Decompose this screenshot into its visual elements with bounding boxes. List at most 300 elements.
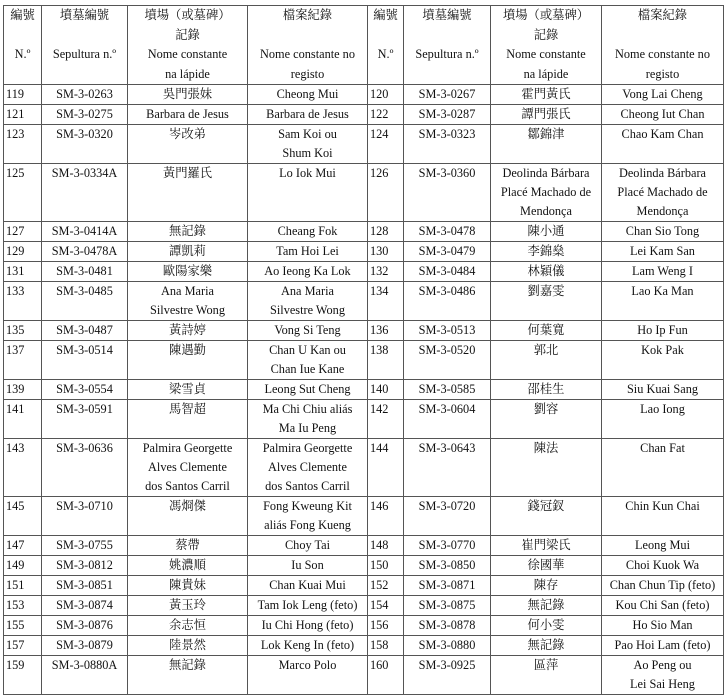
record-number: 132 <box>368 262 404 282</box>
registo-name <box>602 656 724 695</box>
lapide-name <box>491 321 602 341</box>
lapide-name <box>491 125 602 164</box>
lapide-name <box>491 616 602 636</box>
lapide-name <box>128 282 248 321</box>
cell-line: 區萍 <box>533 658 559 672</box>
sepultura-code: SM-3-0812 <box>42 556 128 576</box>
lapide-name <box>128 596 248 616</box>
lapide-name <box>128 262 248 282</box>
cell-line: Nome constante no <box>260 47 355 61</box>
sepultura-code: SM-3-0485 <box>42 282 128 321</box>
record-number: 139 <box>4 380 42 400</box>
lapide-name <box>128 556 248 576</box>
sepultura-code: SM-3-0710 <box>42 497 128 536</box>
registo-name <box>602 282 724 321</box>
registo-name <box>602 536 724 556</box>
cell-line: 徐國華 <box>527 558 565 572</box>
record-number: 160 <box>368 656 404 695</box>
cell-line: Ma Iu Peng <box>278 421 337 435</box>
registo-name <box>602 242 724 262</box>
header-lapide <box>491 6 602 85</box>
record-number: 150 <box>368 556 404 576</box>
record-number: 145 <box>4 497 42 536</box>
table-row <box>4 341 724 380</box>
lapide-name <box>491 556 602 576</box>
cell-line: Sepultura n.º <box>415 47 479 61</box>
sepultura-code: SM-3-0636 <box>42 439 128 497</box>
table-row <box>4 439 724 497</box>
header-row <box>4 6 724 85</box>
lapide-name <box>491 636 602 656</box>
sepultura-code: SM-3-0275 <box>42 105 128 125</box>
table-row <box>4 556 724 576</box>
table-row <box>4 262 724 282</box>
cell-line: 無記錄 <box>169 224 206 238</box>
cell-line: Ao Peng ou <box>633 658 692 672</box>
header-no <box>368 6 404 85</box>
cell-line: 林穎儀 <box>527 264 565 278</box>
header-code <box>404 6 491 85</box>
cell-line: Ma Chi Chiu aliás <box>262 402 353 416</box>
header-registo <box>602 6 724 85</box>
registo-name <box>248 497 368 536</box>
cell-line: Tam Hoi Lei <box>276 244 339 258</box>
cell-line: Pao Hoi Lam (feto) <box>614 638 711 652</box>
sepultura-code: SM-3-0878 <box>404 616 491 636</box>
record-number: 157 <box>4 636 42 656</box>
cell-line: Iu Son <box>291 558 324 572</box>
cell-line: 陳存 <box>533 578 559 592</box>
cell-line: 余志恒 <box>169 618 206 632</box>
cell-line: Vong Lai Cheng <box>622 87 703 101</box>
cell-line <box>43 26 126 46</box>
cell-line <box>405 26 489 46</box>
registo-name <box>248 164 368 222</box>
cell-line: Ho Sio Man <box>632 618 693 632</box>
burial-records-table <box>3 5 724 695</box>
registo-name <box>602 576 724 596</box>
sepultura-code: SM-3-0880A <box>42 656 128 695</box>
sepultura-code: SM-3-0487 <box>42 321 128 341</box>
cell-line: Silvestre Wong <box>150 303 225 317</box>
cell-line: Nome constante no <box>615 47 710 61</box>
lapide-name <box>491 164 602 222</box>
table-row <box>4 380 724 400</box>
cell-line: Lo Iok Mui <box>279 166 336 180</box>
cell-line: aliás Fong Kueng <box>264 518 351 532</box>
cell-line: 霍門黃氏 <box>521 87 571 101</box>
record-number: 119 <box>4 85 42 105</box>
cell-line: Leong Sut Cheng <box>264 382 351 396</box>
lapide-name <box>128 125 248 164</box>
cell-line: Shum Koi <box>282 146 333 160</box>
record-number: 138 <box>368 341 404 380</box>
sepultura-code: SM-3-0876 <box>42 616 128 636</box>
header-registo <box>248 6 368 85</box>
sepultura-code: SM-3-0481 <box>42 262 128 282</box>
sepultura-code: SM-3-0874 <box>42 596 128 616</box>
registo-name <box>602 400 724 439</box>
registo-name <box>602 439 724 497</box>
cell-line: Chan Sio Tong <box>625 224 700 238</box>
cell-line: 黃玉玲 <box>169 598 206 612</box>
cell-line: Tam Iok Leng (feto) <box>257 598 358 612</box>
lapide-name <box>491 497 602 536</box>
cell-line: Leong Mui <box>635 538 690 552</box>
table-row <box>4 242 724 262</box>
registo-name <box>248 105 368 125</box>
registo-name <box>602 262 724 282</box>
cell-line: 吳門張妹 <box>162 87 213 101</box>
lapide-name <box>491 105 602 125</box>
record-number: 147 <box>4 536 42 556</box>
registo-name <box>248 400 368 439</box>
cell-line: Nome constante <box>506 47 586 61</box>
sepultura-code: SM-3-0478 <box>404 222 491 242</box>
table-row <box>4 596 724 616</box>
cell-line: registo <box>290 66 325 81</box>
sepultura-code: SM-3-0513 <box>404 321 491 341</box>
registo-name <box>602 497 724 536</box>
cell-line: Chin Kun Chai <box>625 499 700 513</box>
lapide-name <box>491 400 602 439</box>
lapide-name <box>128 400 248 439</box>
cell-line: Cheang Fok <box>277 224 338 238</box>
record-number: 120 <box>368 85 404 105</box>
header-no <box>4 6 42 85</box>
cell-line: Mendonça <box>520 204 572 218</box>
sepultura-code: SM-3-0360 <box>404 164 491 222</box>
cell-line: 編號 <box>10 8 35 22</box>
record-number: 151 <box>4 576 42 596</box>
lapide-name <box>128 536 248 556</box>
cell-line: Barbara de Jesus <box>146 107 229 121</box>
cell-line: 墳墓編號 <box>422 8 472 22</box>
registo-name <box>248 596 368 616</box>
cell-line: Mendonça <box>636 204 689 218</box>
cell-line: Marco Polo <box>278 658 337 672</box>
sepultura-code: SM-3-0925 <box>404 656 491 695</box>
record-number: 144 <box>368 439 404 497</box>
record-number: 131 <box>4 262 42 282</box>
record-number: 123 <box>4 125 42 164</box>
registo-name <box>602 321 724 341</box>
cell-line: Alves Clemente <box>268 460 347 474</box>
registo-name <box>248 282 368 321</box>
cell-line: 崔門梁氏 <box>521 538 571 552</box>
table-body <box>4 85 724 695</box>
record-number: 146 <box>368 497 404 536</box>
lapide-name <box>491 222 602 242</box>
record-number: 155 <box>4 616 42 636</box>
lapide-name <box>128 164 248 222</box>
cell-line: Ana Maria <box>281 284 334 298</box>
record-number: 153 <box>4 596 42 616</box>
registo-name <box>248 536 368 556</box>
cell-line: 歐陽家樂 <box>162 264 213 278</box>
record-number: 122 <box>368 105 404 125</box>
sepultura-code: SM-3-0720 <box>404 497 491 536</box>
cell-line: 劉嘉雯 <box>527 284 565 298</box>
registo-name <box>248 341 368 380</box>
sepultura-code: SM-3-0871 <box>404 576 491 596</box>
cell-line: Ana Maria <box>161 284 214 298</box>
cell-line: Palmira Georgette <box>262 441 353 455</box>
cell-line: dos Santos Carril <box>145 479 230 493</box>
registo-name <box>602 380 724 400</box>
sepultura-code: SM-3-0755 <box>42 536 128 556</box>
cell-line: 檔案紀錄 <box>637 8 688 22</box>
record-number: 148 <box>368 536 404 556</box>
sepultura-code: SM-3-0478A <box>42 242 128 262</box>
cell-line: Sepultura n.º <box>52 47 117 61</box>
registo-name <box>602 341 724 380</box>
registo-name <box>248 636 368 656</box>
table-row <box>4 105 724 125</box>
table-row <box>4 85 724 105</box>
cell-line: Kok Pak <box>641 343 684 357</box>
table-row <box>4 536 724 556</box>
cell-line: Siu Kuai Sang <box>626 382 699 396</box>
cell-line: 劉容 <box>533 402 559 416</box>
cell-line: Chan U Kan ou <box>269 343 346 357</box>
record-number: 128 <box>368 222 404 242</box>
sepultura-code: SM-3-0479 <box>404 242 491 262</box>
record-number: 127 <box>4 222 42 242</box>
cell-line: 岑改弟 <box>169 127 206 141</box>
cell-line: 無記錄 <box>527 638 565 652</box>
lapide-name <box>491 536 602 556</box>
cell-line: Chan Iue Kane <box>270 362 345 376</box>
cell-line <box>249 26 366 46</box>
cell-line: Placé Machado de <box>500 185 592 199</box>
cell-line: Vong Si Teng <box>274 323 341 337</box>
record-number: 137 <box>4 341 42 380</box>
cell-line: 邵桂生 <box>527 382 565 396</box>
table-row <box>4 636 724 656</box>
lapide-name <box>128 656 248 695</box>
cell-line: 馮烱傑 <box>169 499 206 513</box>
lapide-name <box>128 439 248 497</box>
registo-name <box>602 164 724 222</box>
lapide-name <box>128 321 248 341</box>
sepultura-code: SM-3-0486 <box>404 282 491 321</box>
cell-line: Chan Chun Tip (feto) <box>609 578 716 592</box>
cell-line: Lok Keng In (feto) <box>260 638 355 652</box>
registo-name <box>602 596 724 616</box>
table-row <box>4 656 724 695</box>
sepultura-code: SM-3-0770 <box>404 536 491 556</box>
registo-name <box>248 616 368 636</box>
record-number: 159 <box>4 656 42 695</box>
cell-line: Chan Fat <box>640 441 685 455</box>
registo-name <box>248 380 368 400</box>
cell-line <box>369 26 402 46</box>
cell-line: registo <box>645 66 680 81</box>
sepultura-code: SM-3-0879 <box>42 636 128 656</box>
cell-line: 黃門羅氏 <box>162 166 213 180</box>
sepultura-code: SM-3-0585 <box>404 380 491 400</box>
sepultura-code: SM-3-0323 <box>404 125 491 164</box>
cell-line: 墳墓編號 <box>59 8 110 22</box>
table-header <box>4 6 724 85</box>
lapide-name <box>491 380 602 400</box>
cell-line: Deolinda Bárbara <box>502 166 590 180</box>
record-number: 140 <box>368 380 404 400</box>
record-number: 142 <box>368 400 404 439</box>
sepultura-code: SM-3-0875 <box>404 596 491 616</box>
cell-line: Choy Tai <box>284 538 331 552</box>
table-row <box>4 164 724 222</box>
cell-line: dos Santos Carril <box>265 479 350 493</box>
table-row <box>4 400 724 439</box>
table-row <box>4 282 724 321</box>
lapide-name <box>491 576 602 596</box>
record-number: 133 <box>4 282 42 321</box>
record-number: 141 <box>4 400 42 439</box>
record-number: 136 <box>368 321 404 341</box>
lapide-name <box>128 380 248 400</box>
cell-line: 陳遇勤 <box>169 343 206 357</box>
lapide-name <box>128 105 248 125</box>
cell-line: Placé Machado de <box>617 185 708 199</box>
cell-line: Silvestre Wong <box>270 303 345 317</box>
table-row <box>4 222 724 242</box>
cell-line: 陳小通 <box>527 224 565 238</box>
record-number: 124 <box>368 125 404 164</box>
cell-line: 無記錄 <box>169 658 206 672</box>
sepultura-code: SM-3-0267 <box>404 85 491 105</box>
cell-line: Chan Kuai Mui <box>269 578 346 592</box>
table-row <box>4 616 724 636</box>
cell-line <box>603 26 722 46</box>
cell-line: 墳場（或墓碑） <box>144 8 231 22</box>
registo-name <box>248 439 368 497</box>
cell-line: 錢冠釵 <box>527 499 565 513</box>
sepultura-code: SM-3-0604 <box>404 400 491 439</box>
cell-line: Chao Kam Chan <box>621 127 704 141</box>
registo-name <box>602 616 724 636</box>
cell-line: 墳場（或墓碑） <box>502 8 590 22</box>
cell-line: na lápide <box>165 66 210 81</box>
sepultura-code: SM-3-0643 <box>404 439 491 497</box>
record-number: 134 <box>368 282 404 321</box>
lapide-name <box>491 262 602 282</box>
registo-name <box>248 262 368 282</box>
lapide-name <box>128 576 248 596</box>
registo-name <box>602 556 724 576</box>
registo-name <box>248 656 368 695</box>
sepultura-code: SM-3-0484 <box>404 262 491 282</box>
lapide-name <box>491 85 602 105</box>
sepultura-code: SM-3-0591 <box>42 400 128 439</box>
record-number: 154 <box>368 596 404 616</box>
cell-line: 無記錄 <box>527 598 565 612</box>
cell-line: 馬智超 <box>169 402 206 416</box>
cell-line: Lam Weng I <box>632 264 693 278</box>
cell-line: N.º <box>14 47 31 61</box>
registo-name <box>248 576 368 596</box>
lapide-name <box>128 636 248 656</box>
cell-line: 編號 <box>373 8 398 22</box>
record-number: 130 <box>368 242 404 262</box>
lapide-name <box>491 656 602 695</box>
table-row <box>4 576 724 596</box>
sepultura-code: SM-3-0520 <box>404 341 491 380</box>
cell-line: 郭北 <box>533 343 559 357</box>
sepultura-code: SM-3-0880 <box>404 636 491 656</box>
sepultura-code: SM-3-0334A <box>42 164 128 222</box>
cell-line: 陳法 <box>533 441 559 455</box>
cell-line: Alves Clemente <box>148 460 227 474</box>
cell-line: Iu Chi Hong (feto) <box>261 618 354 632</box>
sepultura-code: SM-3-0414A <box>42 222 128 242</box>
cell-line: Palmira Georgette <box>142 441 233 455</box>
cell-line: 陳貴妹 <box>169 578 206 592</box>
cell-line: Cheong Iut Chan <box>620 107 705 121</box>
cell-line: 何葉寬 <box>527 323 565 337</box>
registo-name <box>248 556 368 576</box>
registo-name <box>248 222 368 242</box>
record-number: 156 <box>368 616 404 636</box>
cell-line: Lei Kam San <box>630 244 695 258</box>
cell-line: 記錄 <box>533 27 559 42</box>
cell-line: Kou Chi San (feto) <box>615 598 710 612</box>
cell-line: Ho Ip Fun <box>637 323 688 337</box>
cell-line: Ao Ieong Ka Lok <box>264 264 351 278</box>
lapide-name <box>128 341 248 380</box>
cell-line: 鄒錦津 <box>527 127 565 141</box>
cell-line: 檔案紀錄 <box>282 8 333 22</box>
sepultura-code: SM-3-0554 <box>42 380 128 400</box>
record-number: 149 <box>4 556 42 576</box>
header-code <box>42 6 128 85</box>
cell-line: 譚門張氏 <box>521 107 571 121</box>
cell-line: 李錦燊 <box>527 244 565 258</box>
cell-line: N.º <box>377 47 394 61</box>
cell-line: Sam Koi ou <box>278 127 337 141</box>
cell-line: Fong Kweung Kit <box>263 499 352 513</box>
sepultura-code: SM-3-0287 <box>404 105 491 125</box>
cell-line <box>5 26 40 46</box>
sepultura-code: SM-3-0514 <box>42 341 128 380</box>
record-number: 121 <box>4 105 42 125</box>
cell-line: 記錄 <box>175 27 200 42</box>
lapide-name <box>128 222 248 242</box>
cell-line: na lápide <box>523 66 569 81</box>
sepultura-code: SM-3-0263 <box>42 85 128 105</box>
cell-line: Choi Kuok Wa <box>625 558 700 572</box>
sepultura-code: SM-3-0851 <box>42 576 128 596</box>
cell-line: 蔡帶 <box>175 538 200 552</box>
cell-line: Lao Ka Man <box>631 284 694 298</box>
cell-line: Barbara de Jesus <box>266 107 349 121</box>
cell-line: Lao Iong <box>640 402 685 416</box>
lapide-name <box>491 439 602 497</box>
header-lapide <box>128 6 248 85</box>
lapide-name <box>128 242 248 262</box>
table-row <box>4 321 724 341</box>
record-number: 158 <box>368 636 404 656</box>
cell-line: Nome constante <box>147 47 228 61</box>
record-number: 125 <box>4 164 42 222</box>
cell-line: Cheong Mui <box>276 87 339 101</box>
registo-name <box>602 125 724 164</box>
cell-line: 陸景然 <box>169 638 206 652</box>
cell-line: 譚凱莉 <box>169 244 206 258</box>
cell-line: Deolinda Bárbara <box>618 166 707 180</box>
cell-line: 何小雯 <box>527 618 565 632</box>
